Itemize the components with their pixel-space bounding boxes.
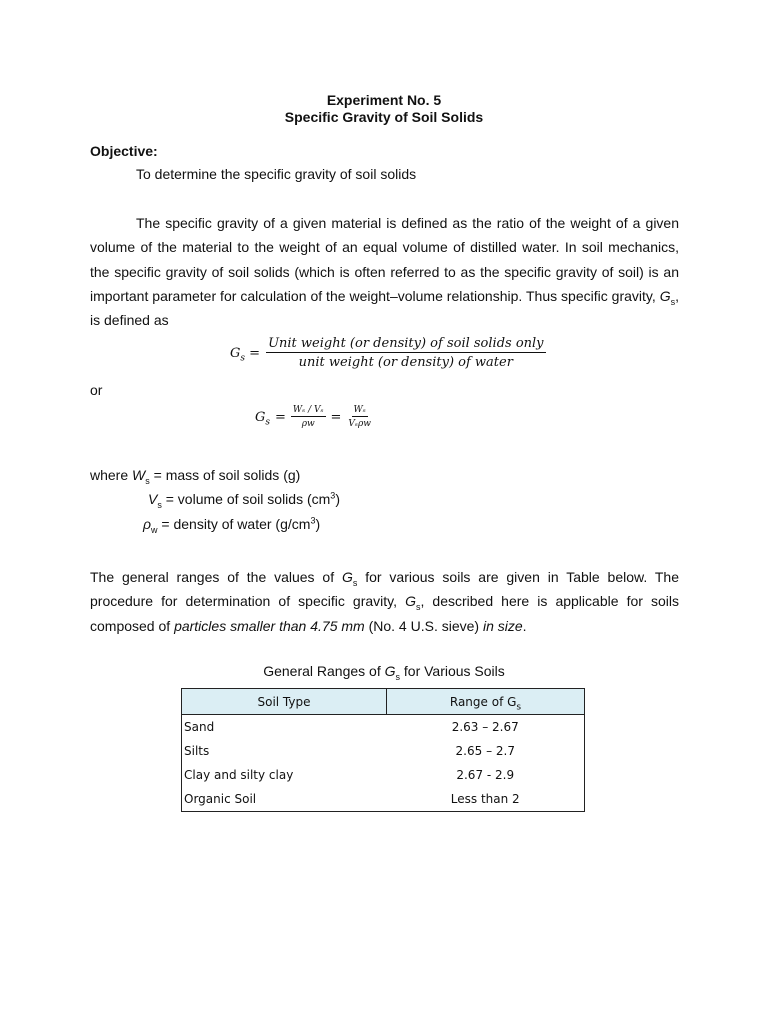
definition-text-end: , is defined as	[90, 287, 679, 329]
equation2-fraction2	[346, 405, 373, 429]
table-caption: General Ranges of $G_s$ for Various Soils	[263, 663, 505, 682]
table-row	[182, 739, 585, 763]
frac2-denominator: Vₛρw	[348, 419, 371, 429]
range-cell: Less than 2	[387, 787, 585, 812]
range-cell: 2.67 - 2.9	[387, 763, 585, 787]
soil-type-cell: Sand	[182, 715, 387, 740]
where-line-density: $\rho_w$ = density of water $(g/cm^3)$	[143, 515, 321, 535]
equals-sign: =	[275, 409, 286, 425]
equation-mass-volume	[255, 405, 373, 429]
frac1-denominator: ρw	[301, 419, 315, 429]
definition-text: The specific gravity of a given material is defined as the ratio of the weight of a given volume of the material to the weight of an equal volume of distilled water. In soil mechanics, the specific gravity of soil solids (which is often referred to as the specific gravity of soil) is an important parameter for calculation of the weight–volume relationship. Thus specific gravity,	[90, 215, 679, 304]
equation-numerator: Unit weight (or density) of soil solids only	[268, 336, 544, 351]
equation-ratio	[230, 336, 546, 370]
header-range: Range of $G_s$	[387, 689, 585, 715]
gs-subscript: s	[670, 296, 676, 307]
gs-symbol: G	[659, 287, 671, 304]
definition-paragraph	[90, 211, 679, 332]
table-row	[182, 715, 585, 740]
where-line-mass: where $W_s$ = mass of soil solids (g)	[90, 467, 301, 486]
equation2-lhs: $G_s$	[255, 409, 271, 428]
range-cell: 2.65 – 2.7	[387, 739, 585, 763]
or-text: or	[90, 382, 103, 398]
document-title: Experiment No. 5	[326, 92, 442, 108]
table-row	[182, 763, 585, 787]
objective-text: To determine the specific gravity of soil solids	[136, 166, 417, 182]
where-line-volume: $V_s$ = volume of soil solids $(cm^3)$	[148, 490, 340, 510]
equals-sign-2: =	[330, 409, 342, 425]
frac2-numerator: Wₛ	[353, 405, 366, 415]
objective-heading: Objective:	[90, 143, 158, 159]
frac1-numerator: Wₛ / Vₛ	[292, 405, 324, 415]
table-header-row	[182, 689, 585, 715]
equation2-fraction1	[291, 405, 326, 429]
equation-lhs: $G_s$ =	[230, 345, 261, 364]
soil-type-cell: Organic Soil	[182, 787, 387, 812]
range-cell: 2.63 – 2.67	[387, 715, 585, 740]
soil-type-cell: Clay and silty clay	[182, 763, 387, 787]
table-row	[182, 787, 585, 812]
soil-type-cell: Silts	[182, 739, 387, 763]
specific-gravity-table	[181, 688, 585, 812]
equation-fraction	[266, 336, 545, 370]
equation-denominator: unit weight (or density) of water	[298, 355, 513, 370]
document-subtitle: Specific Gravity of Soil Solids	[284, 109, 484, 125]
header-soil-type: Soil Type	[182, 689, 387, 715]
ranges-paragraph: The general ranges of the values of $G_s$ for various soils are given in Table below. The procedure for determination of specific gravity, $G_s$, described here is applicable for soils composed of particles smaller than 4.75 mm (No. 4 U.S. sieve) in size.	[90, 569, 679, 634]
